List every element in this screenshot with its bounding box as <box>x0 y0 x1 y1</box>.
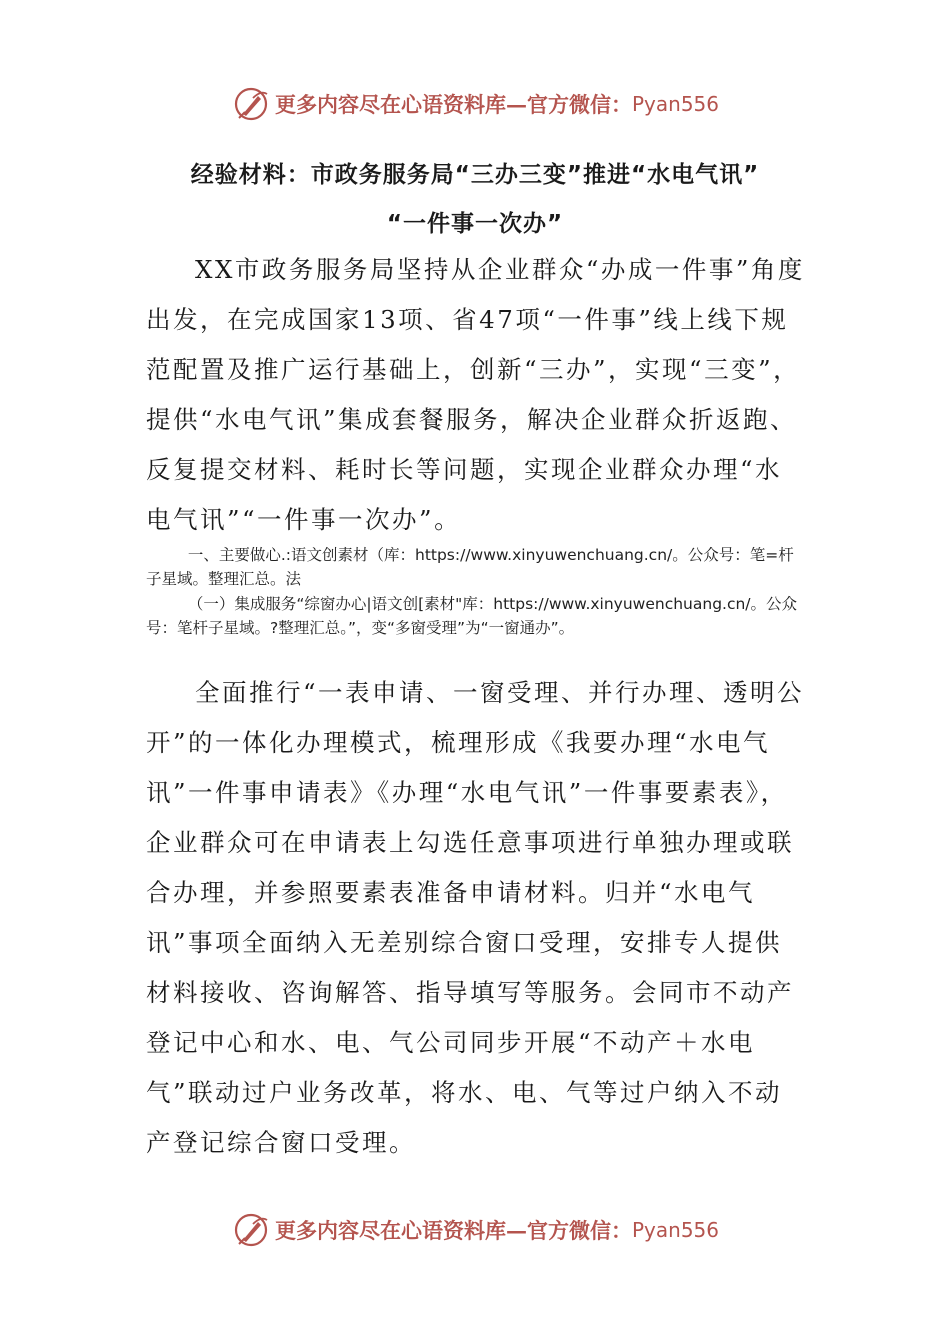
document-title-line2: “一件事一次办” <box>386 211 564 237</box>
pen-nib-logo-icon <box>231 84 271 124</box>
banner-wechat-id: Pyan556 <box>631 1218 719 1242</box>
footer-banner <box>0 1210 950 1250</box>
intro-paragraph: XX市政务服务局坚持从企业群众“办成一件事”角度出发，在完成国家13项、省47项“一件事”线上线下规范配置及推广运行基础上，创新“三办”，实现“三变”，提供“水电气讯”集成套餐服务，解决企业群众折返跑、反复提交材料、耗时长等问题，实现企业群众办理“水电气讯”“一件事一次办”。 <box>146 255 805 534</box>
banner-text: 更多内容尽在心语资料库—官方微信： <box>274 92 632 117</box>
section-heading: 一、主要做心.:语文创素材（库：https://www.xinyuwenchuang.cn/。公众号：笔=杆子星域。整理汇总。法 <box>146 546 794 588</box>
header-banner <box>0 84 950 124</box>
body-paragraph: 全面推行“一表申请、一窗受理、并行办理、透明公开”的一体化办理模式，梳理形成《我要办理“水电气讯”一件事申请表》《办理“水电气讯”一件事要素表》，企业群众可在申请表上勾选任意事项进行单独办理或联合办理，并参照要素表准备申请材料。归并“水电气讯”事项全面纳入无差别综合窗口受理，安排专人提供材料接收、咨询解答、指导填写等服务。会同市不动产登记中心和水、电、气公司同步开展“不动产＋水电气”联动过户业务改革，将水、电、气等过户纳入不动产登记综合窗口受理。 <box>146 678 805 1157</box>
banner-text: 更多内容尽在心语资料库—官方微信： <box>274 1218 632 1243</box>
subsection-heading: （一）集成服务“综窗办心|语文创[素材"库：https://www.xinyuwenchuang.cn/。公众号：笔杆子星域。?整理汇总。”，变“多窗受理”为“一窗通办”。 <box>146 595 798 637</box>
banner-wechat-id: Pyan556 <box>631 92 719 116</box>
document-title-line1: 经验材料：市政务服务局“三办三变”推进“水电气讯” <box>190 162 760 188</box>
pen-nib-logo-icon <box>231 1210 271 1250</box>
